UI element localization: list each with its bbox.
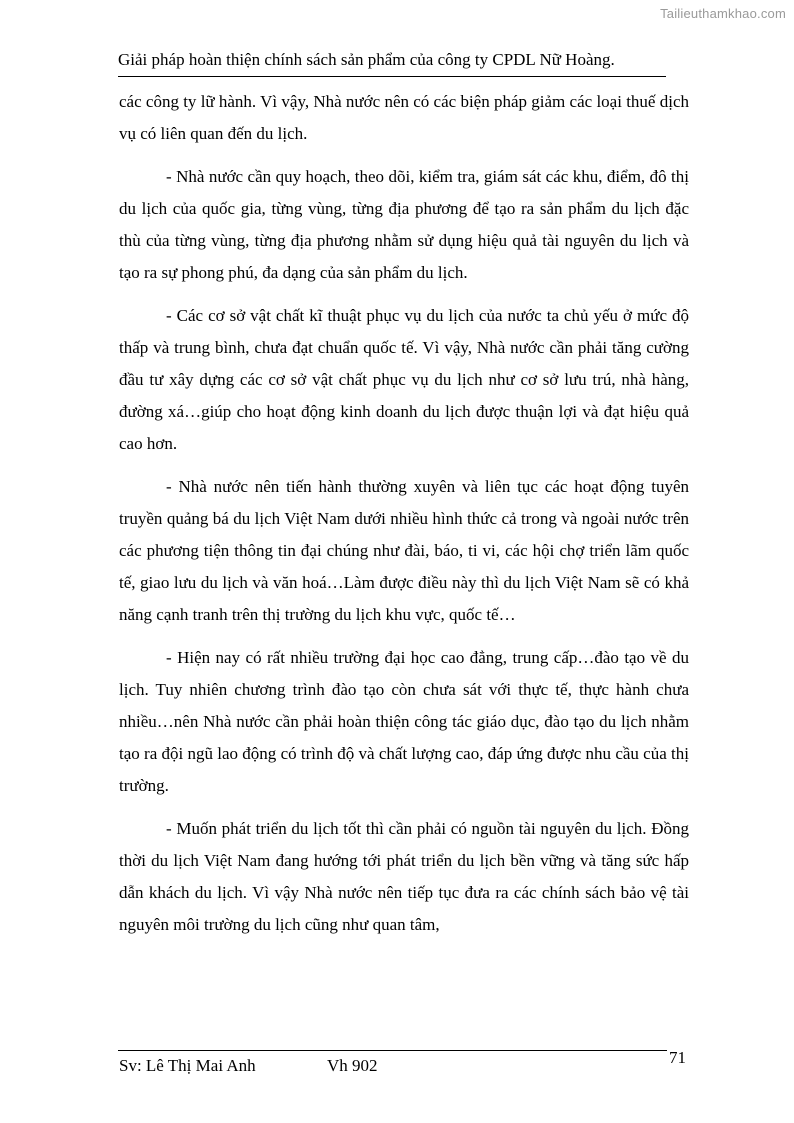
footer-divider [118,1050,667,1051]
footer-author: Sv: Lê Thị Mai Anh [119,1056,256,1075]
paragraph-continuation: các công ty lữ hành. Vì vậy, Nhà nước nên có các biện pháp giảm các loại thuế dịch vụ có liên quan đến du lịch. [119,92,689,143]
page-footer [119,1048,689,1079]
paragraph-infrastructure: - Các cơ sở vật chất kĩ thuật phục vụ du lịch của nước ta chủ yếu ở mức độ thấp và trung bình, chưa đạt chuẩn quốc tế. Vì vậy, Nhà nước cần phải tăng cường đầu tư xây dựng các cơ sở vật chất phục vụ du lịch như cơ sở lưu trú, nhà hàng, đường xá…giúp cho hoạt động kinh doanh du lịch được thuận lợi và đạt hiệu quả cao hơn. [119,306,689,453]
running-header-title: Giải pháp hoàn thiện chính sách sản phẩm của công ty CPDL Nữ Hoàng. [118,48,666,77]
paragraph-planning: - Nhà nước cần quy hoạch, theo dõi, kiểm tra, giám sát các khu, điểm, đô thị du lịch của quốc gia, từng vùng, từng địa phương để tạo ra sản phẩm du lịch đặc thù của từng vùng, từng địa phương nhằm sử dụng hiệu quả tài nguyên du lịch và tạo ra sự phong phú, đa dạng của sản phẩm du lịch. [119,167,689,282]
watermark-text: Tailieuthamkhao.com [660,6,786,21]
paragraph-education: - Hiện nay có rất nhiều trường đại học cao đẳng, trung cấp…đào tạo về du lịch. Tuy nhiên chương trình đào tạo còn chưa sát với thực tế, thực hành chưa nhiều…nên Nhà nước cần phải hoàn thiện công tác giáo dục, đào tạo du lịch nhằm tạo ra đội ngũ lao động có trình độ và chất lượng cao, đáp ứng được nhu cầu của thị trường. [119,648,689,795]
page-number: 71 [669,1048,686,1067]
paragraph-promotion: - Nhà nước nên tiến hành thường xuyên và liên tục các hoạt động tuyên truyền quảng bá du lịch Việt Nam dưới nhiều hình thức cả trong và ngoài nước trên các phương tiện thông tin đại chúng như đài, báo, ti vi, các hội chợ triển lãm quốc tế, giao lưu du lịch và văn hoá…Làm được điều này thì du lịch Việt Nam sẽ có khả năng cạnh tranh trên thị trường du lịch khu vực, quốc tế… [119,477,689,624]
document-body [119,86,689,952]
footer-class-code: Vh 902 [327,1056,378,1075]
paragraph-resources: - Muốn phát triển du lịch tốt thì cần phải có nguồn tài nguyên du lịch. Đồng thời du lịch Việt Nam đang hướng tới phát triển du lịch bền vững và tăng sức hấp dẫn khách du lịch. Vì vậy Nhà nước nên tiếp tục đưa ra các chính sách bảo vệ tài nguyên môi trường du lịch cũng như quan tâm, [119,819,689,934]
